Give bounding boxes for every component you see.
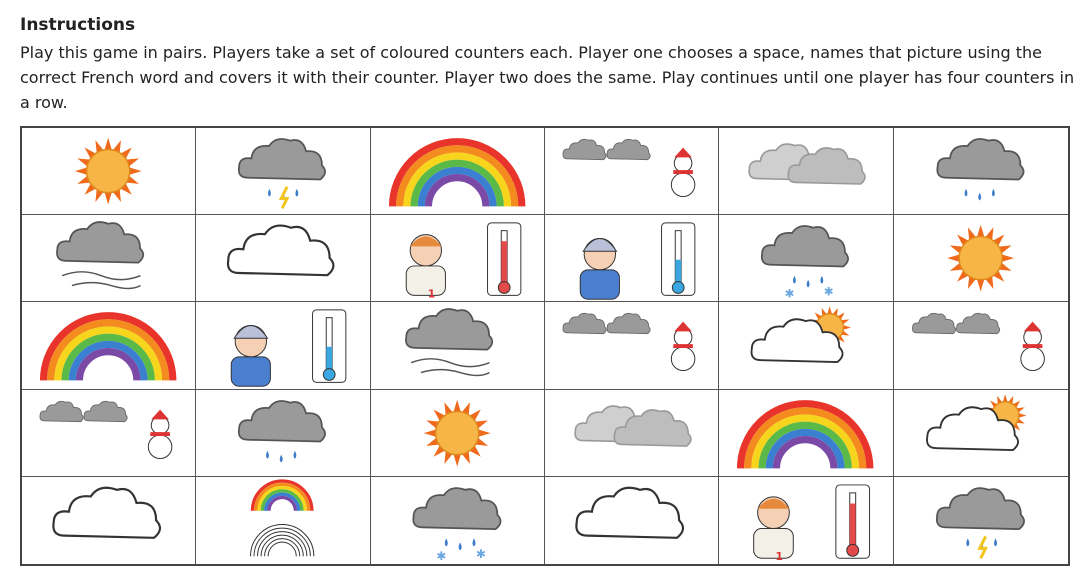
grid-cell[interactable] [371,128,545,215]
snow-icon [545,128,718,214]
svg-text:1: 1 [427,287,435,301]
grid-cell[interactable] [371,477,545,564]
svg-text:✱: ✱ [475,547,486,562]
svg-text:✱: ✱ [824,284,834,299]
grid-cell[interactable] [371,302,545,389]
grid-cell[interactable] [719,390,893,477]
grid-cell[interactable] [719,302,893,389]
cold-icon [196,302,369,388]
sleet-icon [719,215,892,301]
grid-cell[interactable] [894,215,1068,302]
cloud-icon [22,477,195,564]
wind-icon [371,302,544,388]
grid-cell[interactable] [894,390,1068,477]
hot-icon [371,215,544,301]
grid-cell[interactable] [545,477,719,564]
svg-text:✱: ✱ [436,549,446,564]
grid-cell[interactable] [545,302,719,389]
instructions-text: Play this game in pairs. Players take a set of coloured counters each. Player one chooses a space, names that picture using the correct French word and covers it with their counter. Player two does the same. Play continues until one player has four counters in a row. [20,43,1075,112]
storm-icon [196,128,369,214]
grid-cell[interactable] [22,477,196,564]
sleet-icon [371,477,544,564]
grid-cell[interactable] [894,128,1068,215]
grid-cell[interactable] [196,302,370,389]
grid-cell[interactable] [545,390,719,477]
storm-icon [894,477,1068,564]
sun-icon [22,128,195,214]
cloudy-icon [719,128,892,214]
grid-cell[interactable] [545,128,719,215]
grid-cell[interactable] [22,215,196,302]
grid-cell[interactable] [894,302,1068,389]
grid-cell[interactable] [371,215,545,302]
grid-cell[interactable] [371,390,545,477]
grid-cell[interactable] [22,302,196,389]
grid-cell[interactable] [719,215,893,302]
grid-cell[interactable] [545,215,719,302]
svg-text:✱: ✱ [784,286,795,301]
grid-cell[interactable] [196,477,370,564]
grid-cell[interactable] [22,390,196,477]
hot-icon [719,477,892,564]
grid-cell[interactable] [196,215,370,302]
weather-grid [20,126,1070,566]
instructions-heading: Instructions [20,15,136,35]
grid-cell[interactable] [719,128,893,215]
sun-cloud-icon [719,302,892,388]
sun-icon [894,215,1068,301]
wind-icon [22,215,195,301]
grid-cell[interactable] [196,128,370,215]
cold-icon [545,215,718,301]
sun-cloud-icon [894,390,1068,476]
sun-icon [371,390,544,476]
snow-icon [545,302,718,388]
grid-cell[interactable] [894,477,1068,564]
rain-icon [196,390,369,476]
rain-icon [894,128,1068,214]
snow-icon [894,302,1068,388]
cloud-icon [196,215,369,301]
grid-cell[interactable] [196,390,370,477]
grid-cell[interactable] [22,128,196,215]
grid-cell[interactable] [719,477,893,564]
rainbow-icon [719,390,892,476]
snow-icon [22,390,195,476]
rainbow-pair-icon [196,477,369,564]
cloudy-icon [545,390,718,476]
rainbow-icon [22,302,195,388]
svg-text:1: 1 [775,550,784,564]
cloud-icon [545,477,718,564]
rainbow-icon [371,128,544,214]
